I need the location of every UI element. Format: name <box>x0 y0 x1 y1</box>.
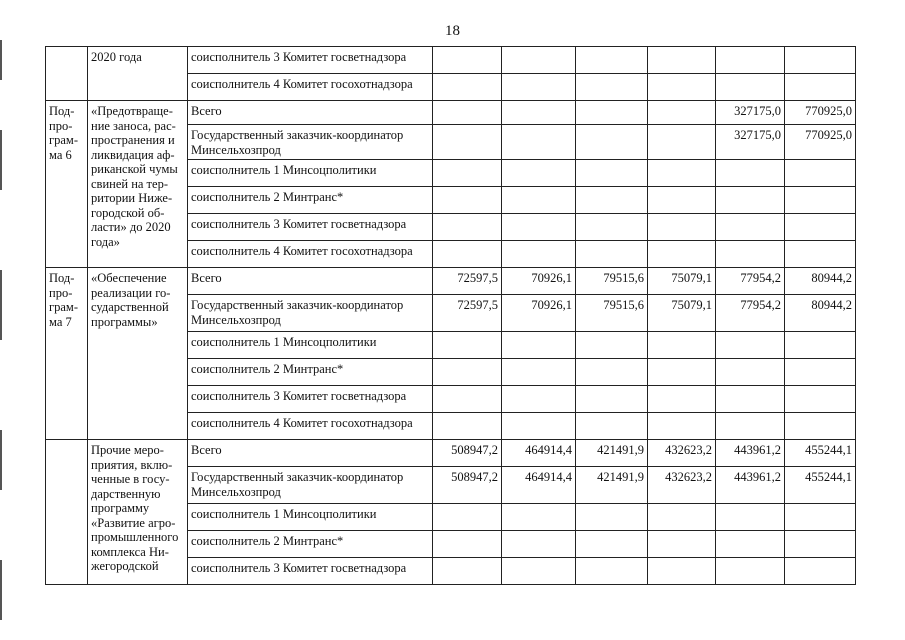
amount-cell: 72597,5 <box>433 268 502 295</box>
amount-cell <box>648 332 716 359</box>
amount-cell <box>433 413 502 440</box>
amount-cell <box>648 531 716 558</box>
executor-label-cell: соисполнитель 4 Комитет госохотнадзора <box>188 413 433 440</box>
amount-cell: 327175,0 <box>716 125 785 160</box>
amount-cell <box>502 531 576 558</box>
table-row <box>46 47 856 74</box>
amount-cell <box>716 413 785 440</box>
subprogram-cell: Под- про- грам- ма 7 <box>46 268 88 440</box>
amount-cell <box>502 504 576 531</box>
amount-cell <box>576 47 648 74</box>
amount-cell <box>716 214 785 241</box>
amount-cell <box>785 187 856 214</box>
amount-cell <box>433 386 502 413</box>
table-row <box>46 440 856 467</box>
table-row <box>46 101 856 125</box>
amount-cell: 770925,0 <box>785 101 856 125</box>
amount-cell: 443961,2 <box>716 440 785 467</box>
amount-cell <box>716 160 785 187</box>
scan-edge-mark <box>0 560 2 620</box>
executor-label-cell: соисполнитель 3 Комитет госветнадзора <box>188 558 433 585</box>
amount-cell: 327175,0 <box>716 101 785 125</box>
amount-cell <box>716 558 785 585</box>
amount-cell <box>502 125 576 160</box>
amount-cell <box>576 125 648 160</box>
table-row <box>46 268 856 295</box>
amount-cell <box>716 504 785 531</box>
amount-cell <box>576 332 648 359</box>
amount-cell <box>433 558 502 585</box>
amount-cell <box>785 160 856 187</box>
amount-cell: 72597,5 <box>433 295 502 332</box>
executor-label-cell: соисполнитель 2 Минтранс* <box>188 531 433 558</box>
amount-cell: 432623,2 <box>648 440 716 467</box>
amount-cell: 443961,2 <box>716 467 785 504</box>
amount-cell <box>648 241 716 268</box>
executor-label-cell: соисполнитель 4 Комитет госохотнадзора <box>188 74 433 101</box>
executor-label-cell: соисполнитель 4 Комитет госохотнадзора <box>188 241 433 268</box>
amount-cell: 77954,2 <box>716 295 785 332</box>
amount-cell <box>433 160 502 187</box>
amount-cell <box>648 47 716 74</box>
amount-cell <box>648 359 716 386</box>
amount-cell <box>576 74 648 101</box>
amount-cell: 508947,2 <box>433 440 502 467</box>
executor-label-cell: Всего <box>188 101 433 125</box>
amount-cell <box>576 187 648 214</box>
amount-cell <box>785 531 856 558</box>
amount-cell: 75079,1 <box>648 295 716 332</box>
amount-cell <box>502 187 576 214</box>
executor-label-cell: соисполнитель 3 Комитет госветнадзора <box>188 386 433 413</box>
amount-cell <box>576 101 648 125</box>
amount-cell: 77954,2 <box>716 268 785 295</box>
amount-cell <box>433 214 502 241</box>
executor-label-cell: Государственный заказчик-координатор Минсельхозпрод <box>188 125 433 160</box>
amount-cell <box>648 386 716 413</box>
amount-cell <box>433 74 502 101</box>
amount-cell <box>785 413 856 440</box>
amount-cell: 432623,2 <box>648 467 716 504</box>
amount-cell <box>648 187 716 214</box>
amount-cell: 80944,2 <box>785 268 856 295</box>
scan-edge-mark <box>0 40 2 80</box>
amount-cell <box>785 359 856 386</box>
subprogram-description-cell: «Предотвраще- ние заноса, рас- пространения и ликвидация аф- риканской чумы свиней на тер- ритории Ниже- городской об- ласти» до 2020 года» <box>88 101 188 268</box>
amount-cell <box>648 101 716 125</box>
amount-cell <box>502 74 576 101</box>
amount-cell <box>502 386 576 413</box>
scan-edge-mark <box>0 430 2 490</box>
executor-label-cell: соисполнитель 2 Минтранс* <box>188 187 433 214</box>
executor-label-cell: соисполнитель 1 Минсоцполитики <box>188 160 433 187</box>
amount-cell: 464914,4 <box>502 440 576 467</box>
amount-cell <box>716 386 785 413</box>
amount-cell: 79515,6 <box>576 295 648 332</box>
subprogram-cell <box>46 47 88 101</box>
amount-cell <box>433 101 502 125</box>
amount-cell <box>433 241 502 268</box>
subprogram-description-cell: 2020 года <box>88 47 188 101</box>
amount-cell <box>576 160 648 187</box>
subprogram-cell <box>46 440 88 585</box>
amount-cell <box>502 332 576 359</box>
amount-cell <box>716 359 785 386</box>
amount-cell <box>502 241 576 268</box>
amount-cell: 70926,1 <box>502 268 576 295</box>
executor-label-cell: Государственный заказчик-координатор Минсельхозпрод <box>188 467 433 504</box>
amount-cell <box>576 386 648 413</box>
amount-cell <box>648 160 716 187</box>
amount-cell <box>648 558 716 585</box>
scan-edge-mark <box>0 270 2 340</box>
amount-cell <box>576 531 648 558</box>
amount-cell <box>716 332 785 359</box>
amount-cell <box>648 504 716 531</box>
amount-cell <box>433 504 502 531</box>
amount-cell <box>576 214 648 241</box>
amount-cell <box>502 160 576 187</box>
amount-cell: 421491,9 <box>576 467 648 504</box>
amount-cell <box>716 531 785 558</box>
executor-label-cell: Государственный заказчик-координатор Минсельхозпрод <box>188 295 433 332</box>
amount-cell <box>433 359 502 386</box>
amount-cell <box>785 332 856 359</box>
amount-cell <box>433 47 502 74</box>
amount-cell <box>716 241 785 268</box>
amount-cell <box>785 241 856 268</box>
amount-cell <box>648 214 716 241</box>
executor-label-cell: соисполнитель 1 Минсоцполитики <box>188 504 433 531</box>
amount-cell <box>648 413 716 440</box>
amount-cell: 455244,1 <box>785 440 856 467</box>
amount-cell <box>785 214 856 241</box>
executor-label-cell: соисполнитель 2 Минтранс* <box>188 359 433 386</box>
amount-cell: 421491,9 <box>576 440 648 467</box>
amount-cell <box>576 504 648 531</box>
amount-cell: 79515,6 <box>576 268 648 295</box>
amount-cell <box>502 558 576 585</box>
amount-cell <box>502 413 576 440</box>
amount-cell <box>785 558 856 585</box>
amount-cell: 70926,1 <box>502 295 576 332</box>
scan-edge-mark <box>0 130 2 190</box>
amount-cell <box>785 386 856 413</box>
amount-cell <box>502 214 576 241</box>
amount-cell <box>785 47 856 74</box>
amount-cell <box>576 558 648 585</box>
amount-cell <box>576 413 648 440</box>
amount-cell <box>433 332 502 359</box>
executor-label-cell: Всего <box>188 440 433 467</box>
amount-cell <box>716 187 785 214</box>
amount-cell: 80944,2 <box>785 295 856 332</box>
amount-cell: 508947,2 <box>433 467 502 504</box>
subprogram-description-cell: Прочие меро- приятия, вклю- ченные в госу- дарственную программу «Развитие агро- промышленного комплекса Ни- жегородской <box>88 440 188 585</box>
executor-label-cell: соисполнитель 3 Комитет госветнадзора <box>188 47 433 74</box>
subprogram-cell: Под- про- грам- ма 6 <box>46 101 88 268</box>
amount-cell <box>433 531 502 558</box>
amount-cell: 464914,4 <box>502 467 576 504</box>
amount-cell <box>716 74 785 101</box>
executor-label-cell: соисполнитель 3 Комитет госветнадзора <box>188 214 433 241</box>
executor-label-cell: соисполнитель 1 Минсоцполитики <box>188 332 433 359</box>
amount-cell <box>576 241 648 268</box>
amount-cell <box>648 125 716 160</box>
amount-cell: 75079,1 <box>648 268 716 295</box>
subprogram-description-cell: «Обеспечение реализации го- сударственной программы» <box>88 268 188 440</box>
amount-cell: 455244,1 <box>785 467 856 504</box>
executor-label-cell: Всего <box>188 268 433 295</box>
amount-cell: 770925,0 <box>785 125 856 160</box>
page-number: 18 <box>445 23 460 39</box>
amount-cell <box>648 74 716 101</box>
amount-cell <box>433 187 502 214</box>
amount-cell <box>502 47 576 74</box>
amount-cell <box>785 504 856 531</box>
amount-cell <box>576 359 648 386</box>
amount-cell <box>433 125 502 160</box>
amount-cell <box>716 47 785 74</box>
amount-cell <box>785 74 856 101</box>
financing-table <box>45 46 856 585</box>
amount-cell <box>502 359 576 386</box>
amount-cell <box>502 101 576 125</box>
